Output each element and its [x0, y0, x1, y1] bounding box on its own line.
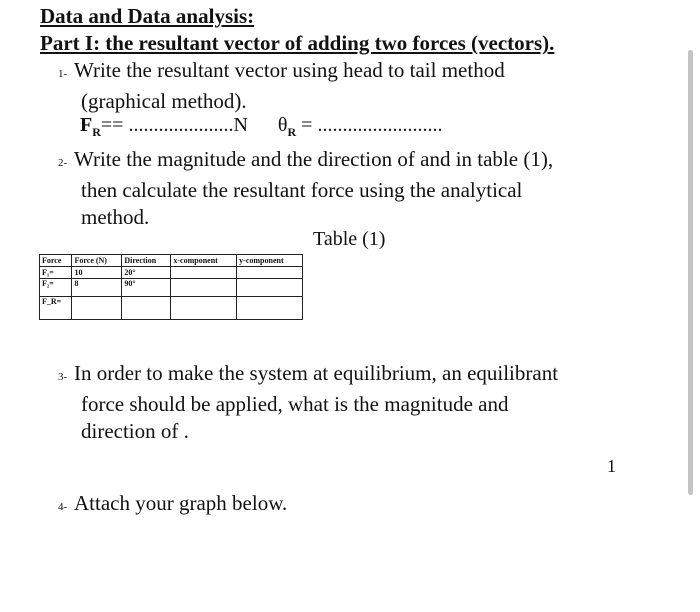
cell-magnitude — [72, 297, 122, 320]
item-text: Write the resultant vector using head to tail method — [74, 58, 505, 82]
header-x-component: x-component — [171, 255, 237, 267]
theta-subscript: R — [287, 125, 297, 139]
fr-subscript: R — [92, 125, 101, 139]
cell-x — [171, 267, 237, 279]
item-text: then calculate the resultant force using the analytical — [81, 178, 523, 202]
theta-blank: = ......................... — [301, 114, 443, 136]
cell-force: F₂= — [40, 279, 72, 297]
item-text: force should be applied, what is the magnitude and — [81, 392, 509, 416]
cell-force: F₁= — [40, 267, 72, 279]
cell-magnitude: 10 — [72, 267, 122, 279]
table-header-row — [40, 255, 303, 267]
page-title: Data and Data analysis: — [40, 4, 255, 28]
table-row — [40, 267, 303, 279]
cell-force: F_R= — [40, 297, 72, 320]
scrollbar[interactable] — [688, 50, 693, 495]
item-number: 3- — [58, 371, 68, 383]
fr-blank: == .....................N — [100, 114, 248, 136]
cell-y — [237, 297, 303, 320]
item-text: method. — [81, 205, 150, 229]
cell-direction — [122, 297, 171, 320]
cell-direction: 90° — [122, 279, 171, 297]
item-text: direction of . — [81, 419, 189, 443]
item-text: In order to make the system at equilibrium, an equilibrant — [74, 361, 559, 385]
table-row — [40, 297, 303, 320]
item-1 — [58, 57, 618, 115]
part-title: Part I: the resultant vector of adding two forces (vectors). — [40, 31, 555, 55]
header-direction: Direction — [122, 255, 171, 267]
item-text: Write the magnitude and the direction of and in table (1), — [74, 147, 554, 171]
forces-table — [39, 254, 303, 320]
cell-y — [237, 279, 303, 297]
item-text: Attach your graph below. — [74, 491, 288, 515]
page-number: 1 — [607, 456, 616, 476]
cell-y — [237, 267, 303, 279]
item-number: 2- — [58, 157, 68, 169]
item-2 — [58, 146, 618, 231]
theta-symbol: θ — [277, 114, 288, 136]
cell-magnitude: 8 — [72, 279, 122, 297]
header-force: Force — [40, 255, 72, 267]
item-number: 1- — [58, 68, 68, 80]
resultant-formula — [80, 114, 442, 140]
item-3 — [58, 360, 618, 445]
cell-direction: 20° — [122, 267, 171, 279]
item-number: 4- — [58, 501, 68, 513]
cell-x — [171, 297, 237, 320]
cell-x — [171, 279, 237, 297]
table-caption: Table (1) — [313, 228, 386, 250]
item-text: (graphical method). — [81, 89, 247, 113]
table-row — [40, 279, 303, 297]
item-4 — [58, 490, 618, 521]
header-y-component: y-component — [237, 255, 303, 267]
header-magnitude: Force (N) — [72, 255, 122, 267]
fr-symbol: F — [80, 114, 93, 136]
